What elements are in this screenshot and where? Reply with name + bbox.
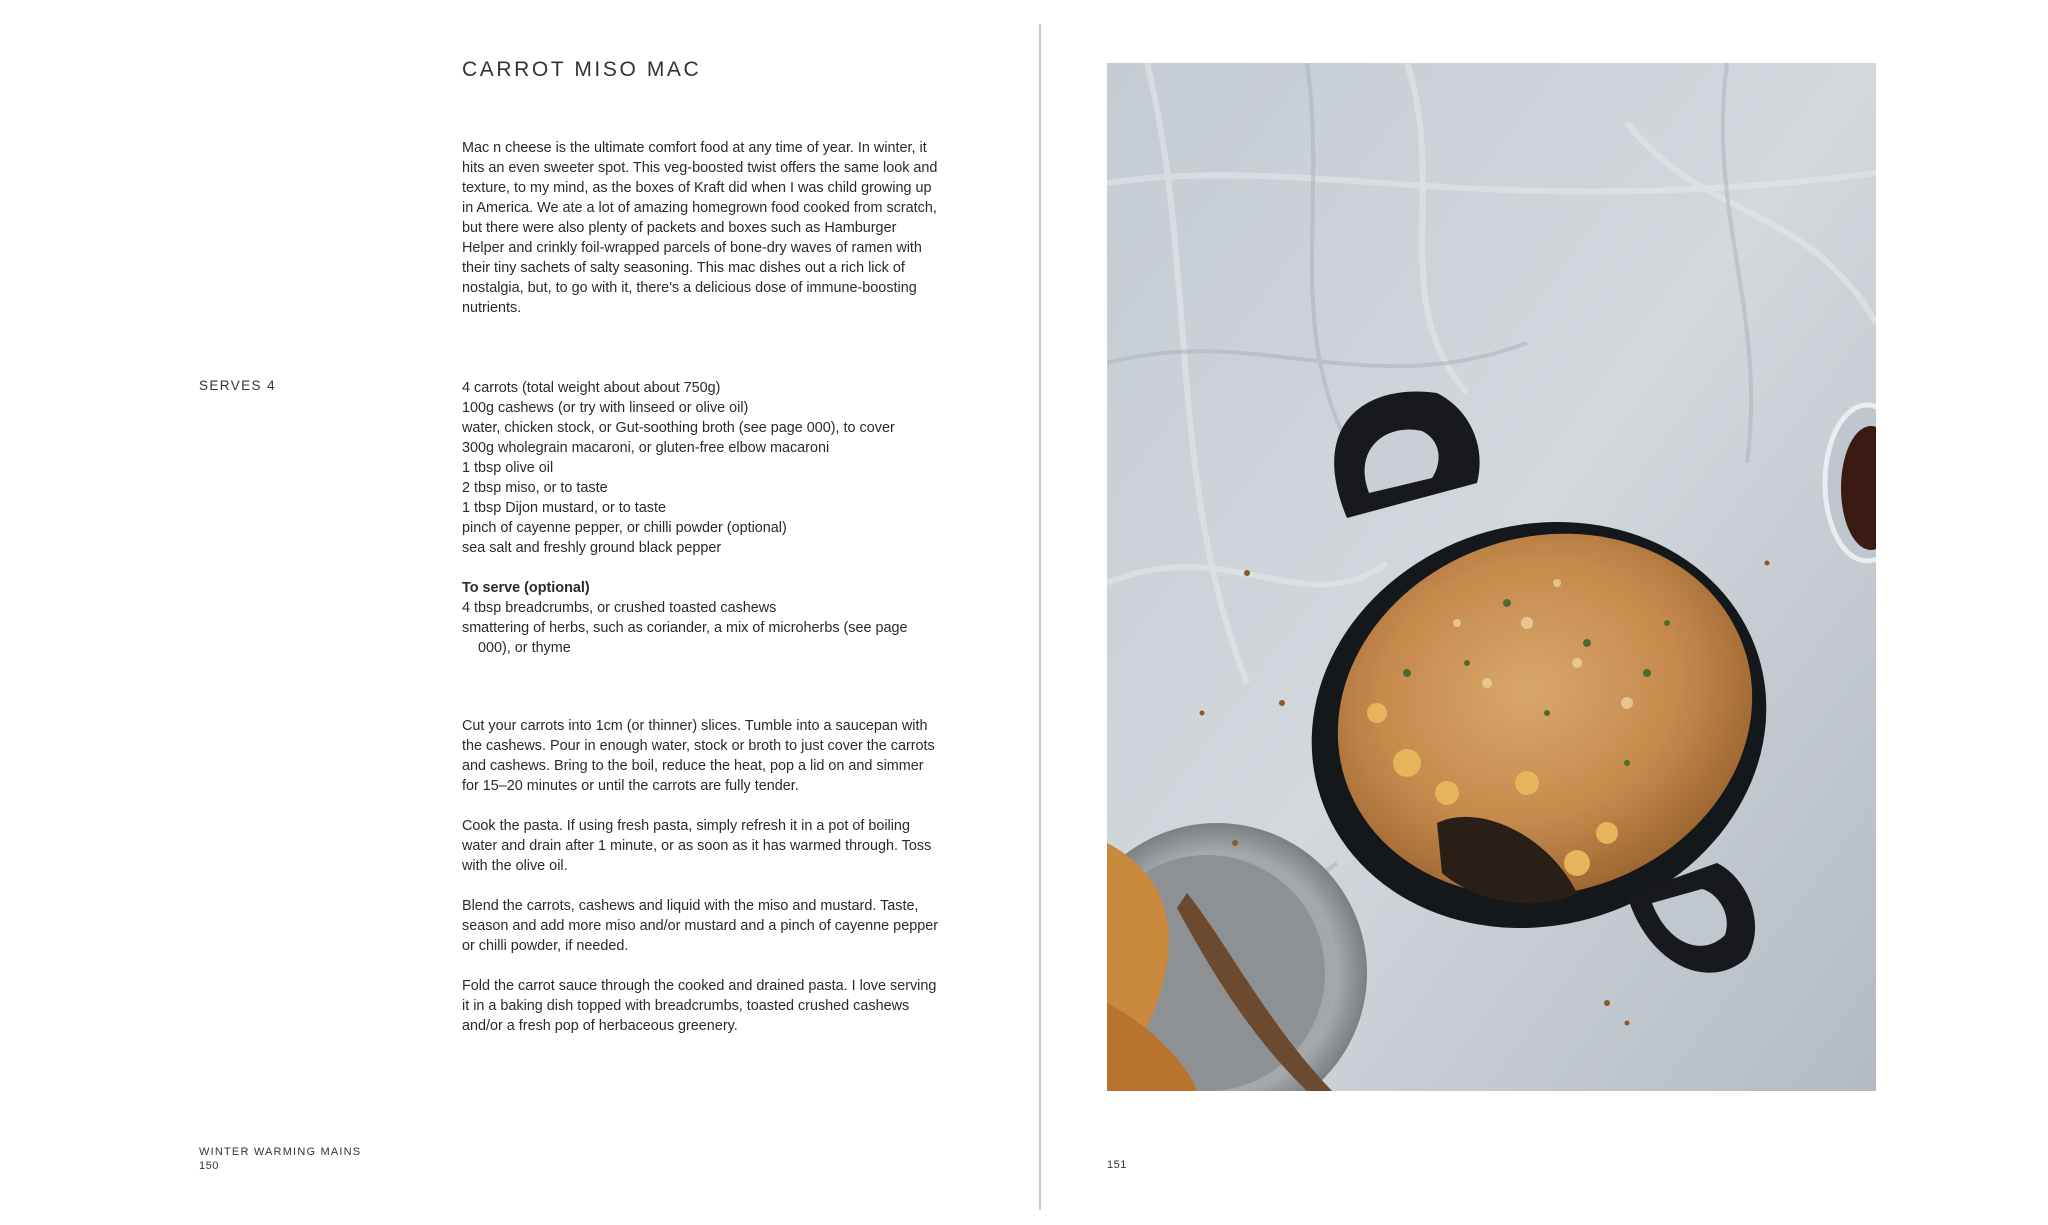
- method-step: Fold the carrot sauce through the cooked and drained pasta. I love serving it in a baking dish topped with breadcrumbs, toasted crushed cashews and/or a fresh pop of herbaceous greenery.: [462, 978, 937, 1034]
- left-page-number: 150: [199, 1160, 219, 1172]
- recipe-title: CARROT MISO MAC: [462, 58, 702, 81]
- to-serve-item: smattering of herbs, such as coriander, a mix of microherbs (see page 000), or thyme: [462, 620, 908, 656]
- right-page-number: 151: [1107, 1159, 1127, 1171]
- ingredient-item: 300g wholegrain macaroni, or gluten-free elbow macaroni: [462, 440, 830, 456]
- to-serve-item: 4 tbsp breadcrumbs, or crushed toasted cashews: [462, 600, 777, 616]
- to-serve-heading: To serve (optional): [462, 580, 590, 596]
- left-page-footer: [199, 1145, 361, 1173]
- intro-paragraph: Mac n cheese is the ultimate comfort food at any time of year. In winter, it hits an even sweeter spot. This veg-boosted twist offers the same look and texture, to my mind, as the boxes of Kraft did when I was child growing up in America. We ate a lot of amazing homegrown food cooked from scratch, but there were also plenty of packets and boxes such as Hamburger Helper and crinkly foil-wrapped parcels of bone-dry waves of ramen with their tiny sachets of salty seasoning. This mac dishes out a rich lick of nostalgia, but, to go with it, there's a delicious dose of immune-boosting nutrients.: [462, 140, 938, 316]
- ingredient-item: 1 tbsp olive oil: [462, 460, 554, 476]
- method-step: Cut your carrots into 1cm (or thinner) slices. Tumble into a saucepan with the cashews. Pour in enough water, stock or broth to just cover the carrots and cashews. Bring to the boil, reduce the heat, pop a lid on and simmer for 15–20 minutes or until the carrots are fully tender.: [462, 718, 935, 794]
- method-steps: [462, 716, 942, 1036]
- ingredient-item: pinch of cayenne pepper, or chilli powder (optional): [462, 520, 787, 536]
- method-step: Blend the carrots, cashews and liquid with the miso and mustard. Taste, season and add more miso and/or mustard and a pinch of cayenne pepper or chilli powder, if needed.: [462, 898, 938, 954]
- ingredient-item: 100g cashews (or try with linseed or olive oil): [462, 400, 749, 416]
- ingredient-item: water, chicken stock, or Gut-soothing broth (see page 000), to cover: [462, 420, 895, 436]
- ingredient-item: 1 tbsp Dijon mustard, or to taste: [462, 500, 666, 516]
- serves-label: SERVES 4: [199, 378, 276, 393]
- ingredient-item: 2 tbsp miso, or to taste: [462, 480, 608, 496]
- recipe-photo: [1107, 63, 1876, 1091]
- ingredient-item: sea salt and freshly ground black pepper: [462, 540, 722, 556]
- recipe-intro: [462, 138, 942, 318]
- section-name: WINTER WARMING MAINS: [199, 1146, 362, 1158]
- spine-divider: [1039, 24, 1041, 1210]
- ingredient-item: 4 carrots (total weight about about 750g): [462, 380, 721, 396]
- ingredients-list: [462, 378, 942, 658]
- method-step: Cook the pasta. If using fresh pasta, simply refresh it in a pot of boiling water and drain after 1 minute, or as soon as it has warmed through. Toss with the olive oil.: [462, 818, 932, 874]
